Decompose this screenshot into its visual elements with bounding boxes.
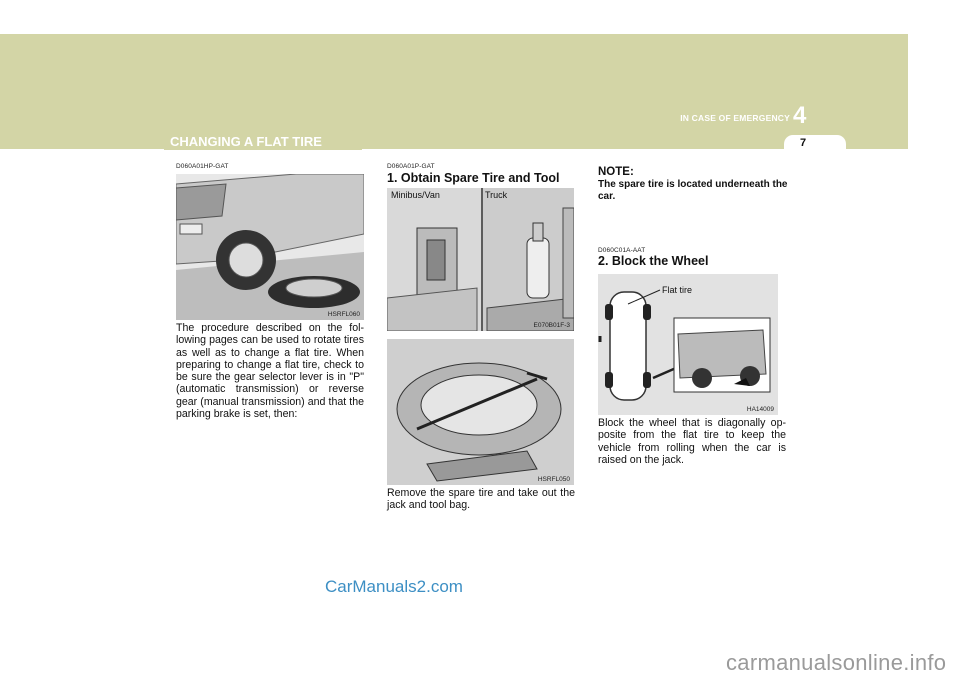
label-flat-tire: Flat tire: [662, 285, 693, 295]
procedure-paragraph: The procedure described on the fol-lowing pages can be used to rotate tires as well as to change a flat tire. When preparing to change a flat tire, check to be sure the gear selector lever is in "P" (automatic transmission) or reverse gear (manual transmission) and that the parking brake is set, then:: [176, 322, 364, 421]
remove-spare-paragraph: Remove the spare tire and take out the jack and tool bag.: [387, 487, 575, 512]
spare-tire-tools-drawing: [387, 339, 574, 485]
block-wheel-illustration: [598, 274, 778, 415]
image-code: HA14009: [746, 406, 774, 413]
spare-tire-location-drawing: [387, 188, 574, 331]
note-title: NOTE:: [598, 166, 634, 178]
header-band: [0, 34, 908, 149]
watermark-carmanuals2[interactable]: CarManuals2.com: [325, 577, 463, 596]
section-title: CHANGING A FLAT TIRE: [170, 134, 322, 149]
image-code: HSRFL050: [537, 476, 570, 483]
block-wheel-drawing: [598, 274, 778, 415]
page-number: 7: [799, 137, 807, 149]
note-text: The spare tire is located underneath the car.: [598, 179, 788, 202]
label-minibus-van: Minibus/Van: [391, 190, 440, 200]
car-wheel-drawing: [176, 174, 364, 320]
spare-tire-location-illustration: [387, 188, 574, 331]
heading-obtain-spare: 1. Obtain Spare Tire and Tool: [387, 171, 560, 185]
chapter-label: IN CASE OF EMERGENCY: [680, 113, 790, 123]
car-wheel-illustration: [176, 174, 364, 320]
image-code: HSRFL060: [327, 311, 360, 318]
image-code: E070B01F-3: [533, 322, 570, 329]
label-truck: Truck: [485, 190, 508, 200]
spare-tire-tools-illustration: [387, 339, 574, 485]
chapter-number: 4: [793, 102, 807, 129]
heading-block-wheel: 2. Block the Wheel: [598, 254, 709, 268]
section-code: D060A01HP-GAT: [176, 163, 229, 170]
block-wheel-paragraph: Block the wheel that is diagonally op-posite from the flat tire to keep the vehicle from rolling when the car is raised on the jack.: [598, 417, 786, 466]
section-code: D060C01A-AAT: [598, 247, 646, 254]
watermark-carmanualsonline[interactable]: carmanualsonline.info: [726, 650, 947, 675]
section-code: D060A01P-GAT: [387, 163, 435, 170]
